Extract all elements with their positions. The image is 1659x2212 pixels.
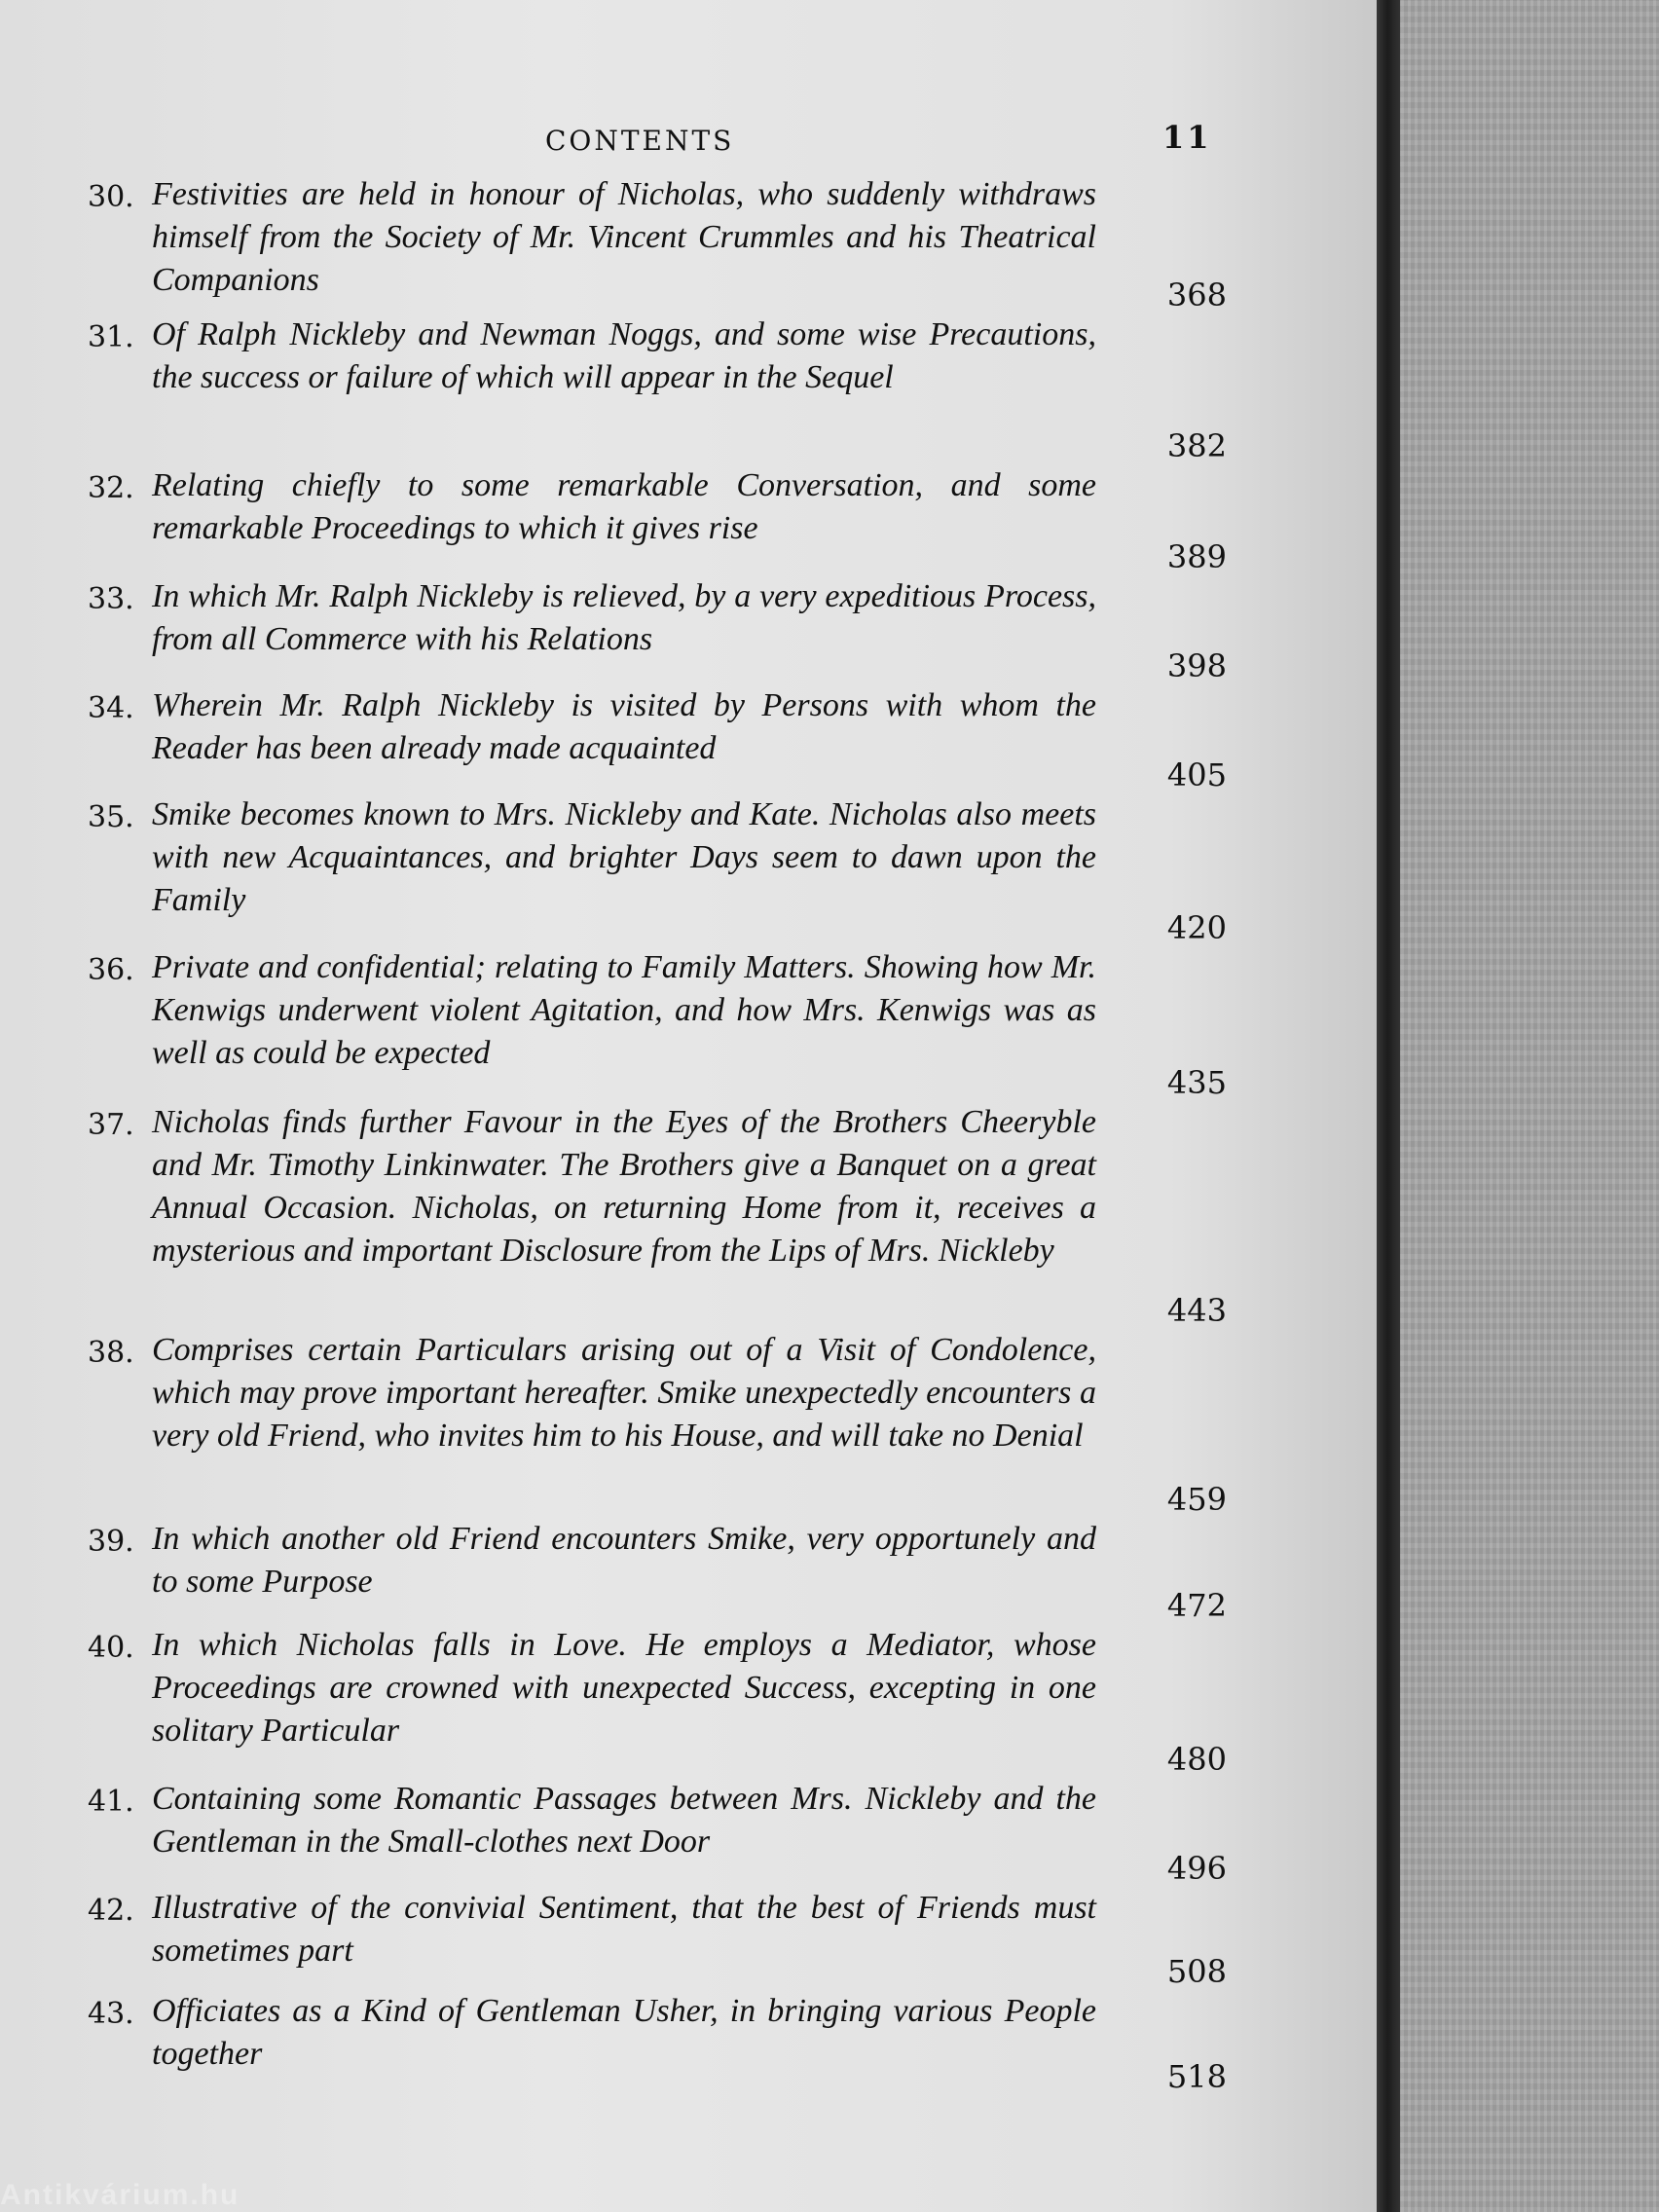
chapter-page: 435: [1166, 1064, 1227, 1101]
toc-entry: [88, 1624, 1227, 1778]
toc-entry: [88, 1518, 1227, 1624]
chapter-page: 389: [1166, 538, 1227, 575]
toc-entry: [88, 1778, 1227, 1887]
chapter-page: 518: [1166, 2058, 1227, 2095]
chapter-title: Comprises certain Particulars arising out of a Visit of Condolence, which may prove important hereafter. Smike unexpectedly encounters a very old Friend, who invites him to his House, and will take no Denial: [152, 1332, 1096, 1454]
chapter-number: 30.: [88, 180, 134, 214]
page-title: CONTENTS: [545, 125, 735, 157]
chapter-number: 40.: [88, 1631, 134, 1665]
chapter-page: 496: [1166, 1850, 1227, 1887]
toc-entry: [88, 1101, 1227, 1329]
chapter-number: 31.: [88, 320, 134, 354]
chapter-title: In which Nicholas falls in Love. He employs a Mediator, whose Proceedings are crowned with unexpected Success, excepting in one solitary Particular: [152, 1627, 1096, 1749]
watermark: Antikvárium.hu: [0, 2179, 240, 2211]
chapter-page: 480: [1166, 1741, 1227, 1778]
page-header: [0, 115, 1377, 160]
chapter-title: Wherein Mr. Ralph Nickleby is visited by Persons with whom the Reader has been already made acquainted: [152, 687, 1096, 766]
chapter-number: 32.: [88, 471, 134, 505]
toc-entry: [88, 313, 1227, 464]
chapter-page: 420: [1166, 909, 1227, 946]
chapter-page: 405: [1166, 756, 1227, 793]
chapter-title: Festivities are held in honour of Nicholas, who suddenly withdraws himself from the Society of Mr. Vincent Crummles and his Theatrical Companions: [152, 176, 1096, 298]
chapter-title: In which Mr. Ralph Nickleby is relieved, by a very expeditious Process, from all Commerce with his Relations: [152, 578, 1096, 657]
chapter-number: 36.: [88, 953, 134, 987]
table-of-contents: [88, 173, 1227, 2095]
toc-entry: [88, 464, 1227, 575]
chapter-number: 43.: [88, 1997, 134, 2031]
chapter-title: Officiates as a Kind of Gentleman Usher, in bringing various People together: [152, 1993, 1096, 2072]
toc-entry: [88, 946, 1227, 1101]
chapter-number: 39.: [88, 1525, 134, 1559]
chapter-title: Illustrative of the convivial Sentiment, that the best of Friends must sometimes part: [152, 1890, 1096, 1969]
chapter-number: 42.: [88, 1894, 134, 1928]
toc-entry: [88, 173, 1227, 313]
chapter-page: 459: [1166, 1481, 1227, 1518]
book-binding-edge: [1375, 0, 1400, 2212]
background-surface: [1394, 0, 1659, 2212]
chapter-title: Smike becomes known to Mrs. Nickleby and Kate. Nicholas also meets with new Acquaintances, and brighter Days seem to dawn upon the Family: [152, 796, 1096, 918]
chapter-title: In which another old Friend encounters Smike, very opportunely and to some Purpose: [152, 1521, 1096, 1600]
toc-entry: [88, 1990, 1227, 2095]
toc-entry: [88, 684, 1227, 793]
chapter-page: 472: [1166, 1587, 1227, 1624]
chapter-title: Relating chiefly to some remarkable Conversation, and some remarkable Proceedings to which it gives rise: [152, 467, 1096, 546]
chapter-title: Of Ralph Nickleby and Newman Noggs, and some wise Precautions, the success or failure of which will appear in the Sequel: [152, 316, 1096, 395]
page-number: 11: [1162, 119, 1212, 156]
chapter-title: Private and confidential; relating to Family Matters. Showing how Mr. Kenwigs underwent violent Agitation, and how Mrs. Kenwigs was as well as could be expected: [152, 949, 1096, 1071]
chapter-page: 398: [1166, 647, 1227, 684]
chapter-number: 34.: [88, 691, 134, 725]
chapter-page: 508: [1166, 1953, 1227, 1990]
toc-entry: [88, 1329, 1227, 1518]
chapter-number: 41.: [88, 1785, 134, 1819]
chapter-number: 33.: [88, 582, 134, 616]
chapter-page: 368: [1166, 276, 1227, 313]
chapter-number: 37.: [88, 1108, 134, 1142]
chapter-page: 382: [1166, 427, 1227, 464]
toc-entry: [88, 575, 1227, 684]
chapter-number: 38.: [88, 1336, 134, 1370]
chapter-number: 35.: [88, 800, 134, 834]
toc-entry: [88, 793, 1227, 946]
chapter-page: 443: [1166, 1292, 1227, 1329]
chapter-title: Nicholas finds further Favour in the Eyes of the Brothers Cheeryble and Mr. Timothy Linkinwater. The Brothers give a Banquet on a great Annual Occasion. Nicholas, on returning Home from it, receives a mysterious and important Disclosure from the Lips of Mrs. Nickleby: [152, 1104, 1096, 1269]
toc-entry: [88, 1887, 1227, 1990]
chapter-title: Containing some Romantic Passages between Mrs. Nickleby and the Gentleman in the Small-clothes next Door: [152, 1781, 1096, 1860]
